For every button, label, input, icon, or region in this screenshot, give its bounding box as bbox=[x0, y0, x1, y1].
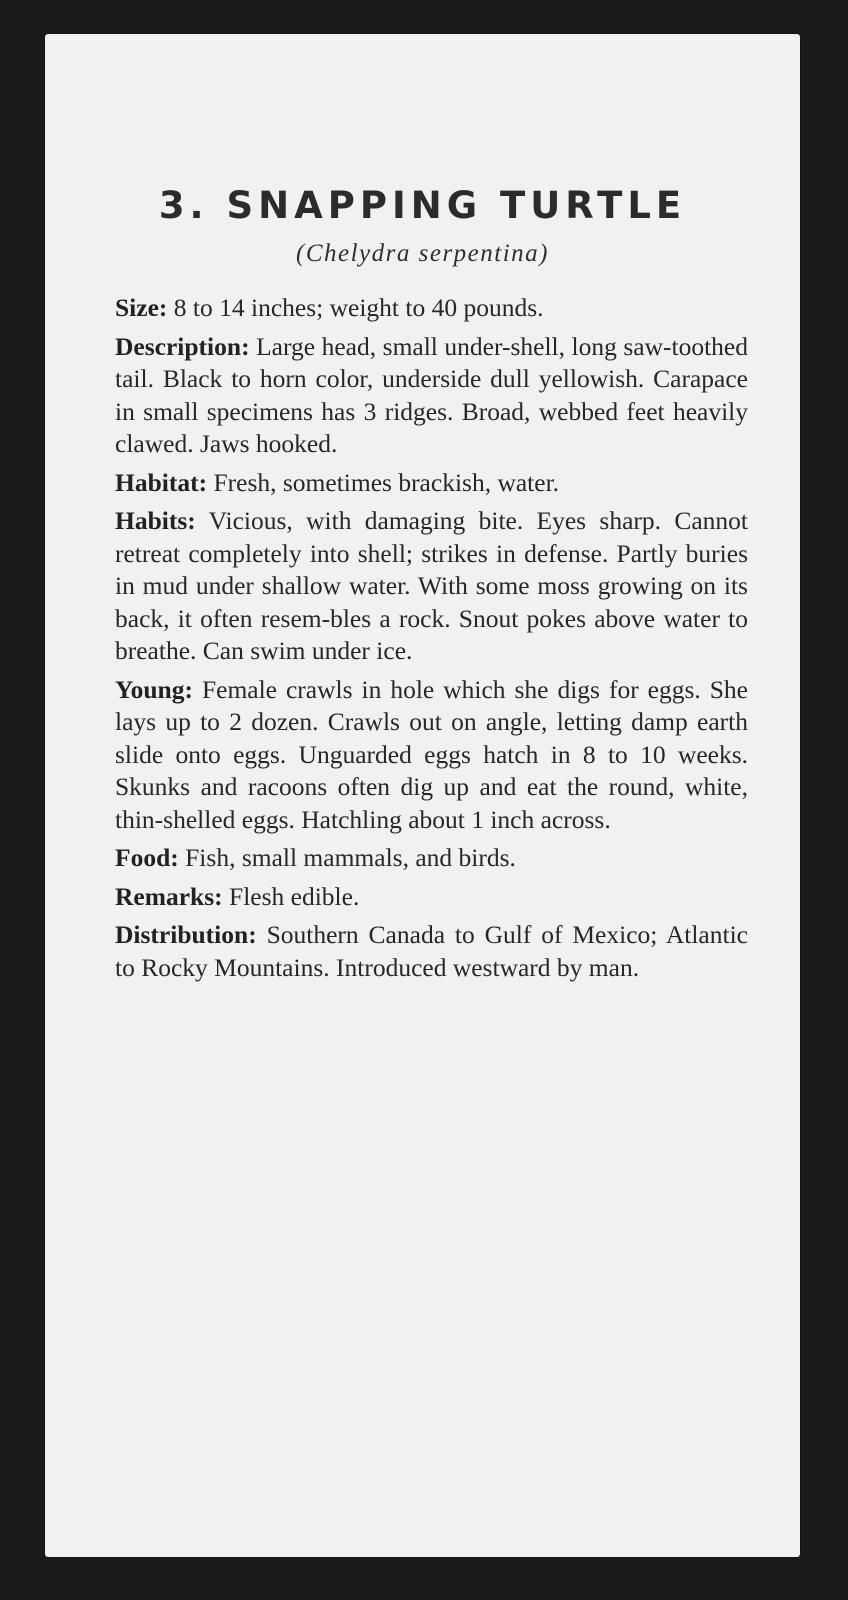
entry-text: Female crawls in hole which she digs for eggs. She lays up to 2 dozen. Crawls out on angle, letting damp earth slide onto eggs. Unguarded eggs hatch in 8 to 10 weeks. Skunks and racoons often dig up and eat the round, white, thin-shelled eggs. Hatchling about 1 inch across. bbox=[115, 674, 749, 834]
entry-text: 8 to 14 inches; weight to 40 pounds. bbox=[173, 293, 544, 322]
species-card bbox=[45, 34, 800, 1557]
entry-habits bbox=[115, 505, 748, 668]
entry-size bbox=[115, 292, 748, 325]
scientific-name: (Chelydra serpentina) bbox=[296, 240, 549, 267]
entry-text: Southern Canada to Gulf of Mexico; Atlantic to Rocky Mountains. Introduced westward by man. bbox=[115, 920, 748, 982]
entry-young bbox=[115, 674, 748, 837]
card-body bbox=[115, 292, 748, 990]
entry-text: Flesh edible. bbox=[229, 881, 360, 911]
entry-text: Vicious, with damaging bite. Eyes sharp. Cannot retreat completely into shell; strikes in defense. Partly buries in mud under shallow water. With some moss growing on its back, it often resem-bles a rock. Snout pokes above water to breathe. Can swim under ice. bbox=[115, 506, 748, 665]
entry-habitat bbox=[115, 467, 748, 500]
entry-remarks bbox=[115, 881, 748, 914]
entry-text: Fish, small mammals, and birds. bbox=[185, 843, 516, 872]
entry-label: Young: bbox=[115, 674, 193, 704]
entry-label: Remarks: bbox=[115, 881, 223, 911]
card-title: 3. SNAPPING TURTLE bbox=[158, 184, 687, 227]
entry-description bbox=[115, 331, 748, 461]
entry-text: Fresh, sometimes brackish, water. bbox=[213, 467, 560, 497]
entry-distribution bbox=[115, 919, 748, 984]
entry-label: Distribution: bbox=[115, 920, 257, 949]
entry-label: Size: bbox=[115, 293, 168, 322]
entry-label: Food: bbox=[115, 843, 179, 872]
entry-label: Habits: bbox=[115, 506, 196, 535]
entry-food bbox=[115, 842, 748, 875]
entry-label: Description: bbox=[115, 331, 250, 361]
entry-label: Habitat: bbox=[115, 467, 208, 497]
entry-text: Large head, small under-shell, long saw-toothed tail. Black to horn color, underside dull yellowish. Carapace in small specimens has 3 ridges. Broad, webbed feet heavily clawed. Jaws hooked. bbox=[115, 331, 748, 458]
